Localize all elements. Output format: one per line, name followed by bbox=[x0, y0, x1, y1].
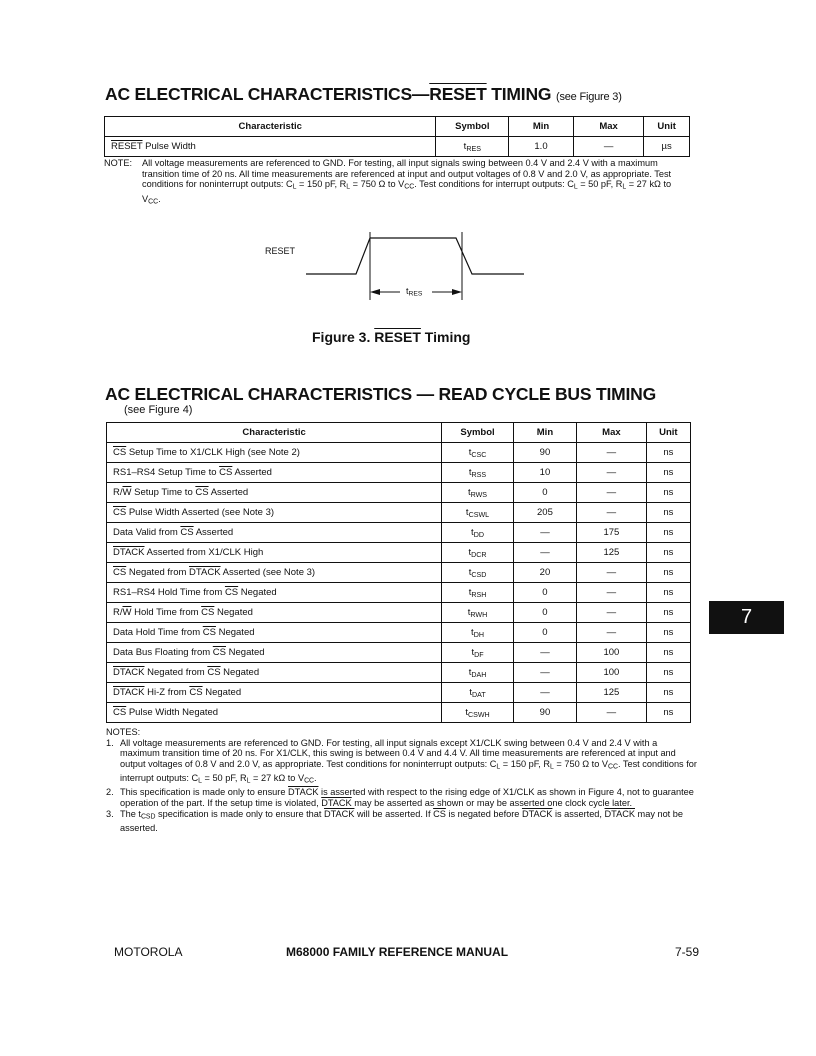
symbol-t: t bbox=[467, 606, 471, 618]
text-segment: is asserted, bbox=[552, 808, 605, 819]
symbol-t: t bbox=[468, 446, 472, 458]
notes-list bbox=[106, 738, 698, 834]
cell-min: — bbox=[513, 523, 576, 543]
cell-symbol bbox=[442, 523, 514, 543]
symbol-t: t bbox=[471, 646, 475, 658]
text-segment: Negated bbox=[220, 667, 260, 678]
text-segment: $\overline{CS}$ bbox=[180, 527, 194, 538]
reset-heading-prefix: AC ELECTRICAL CHARACTERISTICS— bbox=[105, 84, 430, 104]
cell-symbol bbox=[442, 683, 514, 703]
text-segment: $\overline{CS}$ bbox=[212, 647, 226, 658]
figure3-caption bbox=[312, 329, 470, 345]
text-segment: DTACK bbox=[288, 787, 319, 798]
cell-symbol bbox=[442, 483, 514, 503]
cell-min: — bbox=[513, 663, 576, 683]
text-segment: Asserted bbox=[193, 527, 234, 538]
symbol-t: t bbox=[465, 706, 468, 718]
cell-max: — bbox=[577, 603, 647, 623]
col-header-unit: Unit bbox=[646, 423, 690, 443]
cell-symbol bbox=[442, 583, 514, 603]
cell-unit: µs bbox=[644, 137, 690, 157]
note-seg: . Test conditions for interrupt outputs: C bbox=[414, 179, 574, 190]
text-segment: Data Bus Floating from bbox=[113, 647, 213, 658]
text-segment: Pulse Width Asserted (see Note 3) bbox=[126, 507, 275, 518]
text-segment: $\overline{CS}$ bbox=[189, 687, 203, 698]
table-row bbox=[107, 583, 691, 603]
note-seg: . bbox=[158, 193, 161, 204]
text-segment: $\overline{W}$ bbox=[122, 487, 132, 498]
cell-characteristic bbox=[105, 137, 436, 157]
cell-unit: ns bbox=[646, 503, 690, 523]
reset-note bbox=[104, 158, 692, 208]
cell-characteristic bbox=[107, 683, 442, 703]
table-header-row bbox=[105, 117, 690, 137]
text-segment: Hold Time from bbox=[131, 607, 202, 618]
cell-unit: ns bbox=[646, 563, 690, 583]
cell-max: 125 bbox=[577, 683, 647, 703]
notes-label: NOTES: bbox=[106, 727, 141, 737]
cell-symbol bbox=[442, 443, 514, 463]
text-segment: $\overline{CS}$ bbox=[201, 607, 215, 618]
read-cycle-see: (see Figure 4) bbox=[124, 404, 193, 416]
note-seg: = 50 pF, R bbox=[577, 179, 623, 190]
text-segment: $\overline{CS}$ bbox=[207, 667, 221, 678]
text-segment: DTACK bbox=[604, 808, 635, 819]
symbol-sub: RWH bbox=[470, 610, 488, 619]
note-seg: = 27 kΩ to V bbox=[142, 179, 672, 204]
note-number: 2. bbox=[106, 787, 114, 798]
symbol-t: t bbox=[468, 466, 472, 478]
text-segment: L bbox=[198, 777, 202, 785]
text-segment: $\overline{CS}$ bbox=[433, 808, 446, 819]
text-segment: The t bbox=[120, 808, 141, 819]
text-segment: $\overline{CS}$ bbox=[113, 507, 127, 518]
cell-characteristic bbox=[107, 583, 442, 603]
footer-left: MOTOROLA bbox=[114, 945, 183, 959]
text-segment: Pulse Width Negated bbox=[126, 707, 219, 718]
text-segment: may not be asserted. bbox=[120, 808, 684, 833]
cell-unit: ns bbox=[646, 443, 690, 463]
cell-max: 100 bbox=[577, 643, 647, 663]
footer-center: M68000 FAMILY REFERENCE MANUAL bbox=[286, 945, 509, 959]
cell-max: 125 bbox=[577, 543, 647, 563]
reset-heading-reset: RESET bbox=[429, 84, 487, 104]
cell-characteristic bbox=[107, 483, 442, 503]
text-segment: DTACK bbox=[113, 667, 145, 678]
table-row bbox=[107, 563, 691, 583]
cell-min: 205 bbox=[513, 503, 576, 523]
footer-right: 7-59 bbox=[675, 945, 700, 959]
reset-overlined: RESET bbox=[111, 141, 143, 152]
text-segment: RS1–RS4 Hold Time from bbox=[113, 587, 225, 598]
note-item bbox=[106, 787, 698, 808]
read-notes bbox=[106, 727, 698, 834]
symbol-sub: DAT bbox=[471, 690, 486, 699]
col-header-min: Min bbox=[513, 423, 576, 443]
text-segment: $\overline{CS}$ bbox=[202, 627, 216, 638]
cell-max: — bbox=[577, 503, 647, 523]
table-row bbox=[107, 703, 691, 723]
cell-max: — bbox=[577, 483, 647, 503]
text-segment: $\overline{CS}$ bbox=[113, 567, 127, 578]
cell-max: — bbox=[573, 137, 643, 157]
tres-sub: RES bbox=[408, 290, 423, 298]
cell-min: — bbox=[513, 683, 576, 703]
symbol-t: t bbox=[463, 140, 467, 152]
text-segment: Negated bbox=[226, 647, 265, 658]
table-row bbox=[107, 463, 691, 483]
text-segment: . Test conditions for interrupt outputs: C bbox=[120, 758, 697, 784]
cell-unit: ns bbox=[646, 543, 690, 563]
reset-char-rest: Pulse Width bbox=[142, 141, 196, 152]
symbol-sub: CSD bbox=[471, 570, 487, 579]
symbol-sub: CSC bbox=[471, 450, 487, 459]
cell-min: 90 bbox=[513, 703, 576, 723]
cell-symbol bbox=[436, 137, 509, 157]
text-segment: DTACK bbox=[321, 798, 352, 808]
note-seg: All voltage measurements are referenced to GND. For testing, all input signals swing between 0.4 V and 2.4 V with a maximum transition time of 20 ns. All time measurements are referenced at input and output voltages of 0.8 V and 2.0 V, as appropriate. Test conditions for noninterrupt outputs: C bbox=[142, 158, 672, 190]
note-seg: L bbox=[573, 183, 578, 191]
text-segment: DTACK bbox=[189, 567, 221, 578]
table-row bbox=[107, 503, 691, 523]
symbol-t: t bbox=[468, 546, 472, 558]
cell-min: 1.0 bbox=[509, 137, 574, 157]
text-segment: CC bbox=[608, 763, 618, 771]
text-segment: $\overline{CS}$ bbox=[113, 447, 127, 458]
col-header-characteristic: Characteristic bbox=[107, 423, 442, 443]
text-segment: specification is made only to ensure that bbox=[155, 808, 324, 819]
text-segment: = 150 pF, R bbox=[500, 758, 551, 769]
cell-unit: ns bbox=[646, 583, 690, 603]
tres-label bbox=[406, 286, 422, 298]
table-row bbox=[107, 603, 691, 623]
cell-symbol bbox=[442, 503, 514, 523]
text-segment: Negated bbox=[238, 587, 277, 598]
text-segment: This specification is made only to ensure bbox=[120, 787, 289, 798]
table-row bbox=[105, 137, 690, 157]
cell-characteristic bbox=[107, 643, 442, 663]
cell-min: 20 bbox=[513, 563, 576, 583]
reset-heading-suffix: TIMING bbox=[486, 84, 552, 104]
cell-min: 0 bbox=[513, 623, 576, 643]
tres-t: t bbox=[406, 286, 409, 296]
symbol-sub: DAH bbox=[471, 670, 487, 679]
chapter-tab: 7 bbox=[709, 601, 784, 634]
text-segment: RS1–RS4 Setup Time to bbox=[113, 467, 220, 478]
note-seg: CC bbox=[148, 198, 159, 206]
cell-symbol bbox=[442, 703, 514, 723]
cell-symbol bbox=[442, 623, 514, 643]
text-segment: Negated bbox=[215, 627, 255, 638]
cell-characteristic bbox=[107, 703, 442, 723]
note-item bbox=[106, 809, 698, 834]
symbol-sub: DH bbox=[473, 630, 484, 639]
col-header-min: Min bbox=[509, 117, 574, 137]
cell-min: 10 bbox=[513, 463, 576, 483]
text-segment: Negated bbox=[202, 687, 242, 698]
note-seg: L bbox=[622, 183, 627, 191]
cell-symbol bbox=[442, 463, 514, 483]
table-row bbox=[107, 483, 691, 503]
note-seg: = 150 pF, R bbox=[296, 179, 347, 190]
cell-characteristic bbox=[107, 443, 442, 463]
text-segment: $\overline{CS}$ bbox=[219, 467, 233, 478]
cell-min: 90 bbox=[513, 443, 576, 463]
symbol-t: t bbox=[469, 686, 472, 698]
table-row bbox=[107, 523, 691, 543]
table-row bbox=[107, 623, 691, 643]
cell-unit: ns bbox=[646, 603, 690, 623]
symbol-sub: CSWH bbox=[467, 710, 490, 719]
cell-symbol bbox=[442, 563, 514, 583]
text-segment: L bbox=[496, 763, 501, 771]
table-row bbox=[107, 683, 691, 703]
cell-unit: ns bbox=[646, 523, 690, 543]
col-header-symbol: Symbol bbox=[436, 117, 509, 137]
text-segment: $\overline{CS}$ bbox=[224, 587, 239, 598]
cell-max: — bbox=[577, 463, 647, 483]
text-segment: DTACK bbox=[113, 547, 145, 558]
text-segment: Asserted bbox=[232, 467, 272, 478]
text-segment: Asserted bbox=[208, 487, 249, 498]
reset-signal-label: RESET bbox=[265, 246, 296, 256]
cell-unit: ns bbox=[646, 683, 690, 703]
cell-unit: ns bbox=[646, 623, 690, 643]
col-header-max: Max bbox=[573, 117, 643, 137]
text-segment: Setup Time to X1/CLK High (see Note 2) bbox=[126, 447, 300, 458]
table-row bbox=[107, 543, 691, 563]
cell-characteristic bbox=[107, 563, 442, 583]
reset-note-label: NOTE: bbox=[104, 158, 133, 168]
caption-reset: RESET bbox=[374, 329, 421, 345]
note-item bbox=[106, 738, 698, 788]
table-row bbox=[107, 643, 691, 663]
cell-max: 175 bbox=[577, 523, 647, 543]
symbol-t: t bbox=[471, 626, 474, 638]
cell-min: — bbox=[513, 643, 576, 663]
symbol-t: t bbox=[468, 566, 472, 578]
text-segment: may be asserted as shown or may be asserted one clock cycle later. bbox=[351, 798, 633, 808]
cell-unit: ns bbox=[646, 463, 690, 483]
reset-heading-see: (see Figure 3) bbox=[556, 91, 622, 103]
text-segment: Data Valid from bbox=[113, 527, 181, 538]
caption-suffix: Timing bbox=[420, 329, 471, 345]
tres-arrowhead-right bbox=[452, 289, 462, 295]
cell-characteristic bbox=[107, 523, 442, 543]
cell-characteristic bbox=[107, 603, 442, 623]
reset-waveform bbox=[306, 238, 524, 274]
text-segment: = 50 pF, R bbox=[201, 773, 247, 784]
text-segment: DTACK bbox=[521, 808, 553, 819]
cell-min: — bbox=[513, 543, 576, 563]
cell-max: — bbox=[577, 563, 647, 583]
symbol-sub: DD bbox=[473, 530, 484, 539]
text-segment: R/ bbox=[113, 607, 123, 618]
cell-characteristic bbox=[107, 663, 442, 683]
note-seg: CC bbox=[404, 183, 415, 191]
cell-max: — bbox=[577, 703, 647, 723]
table-row bbox=[107, 663, 691, 683]
note-seg: L bbox=[292, 183, 297, 191]
text-segment: Negated bbox=[214, 607, 253, 618]
note-seg: L bbox=[346, 183, 351, 191]
text-segment: = 750 Ω to V bbox=[553, 758, 608, 769]
text-segment: = 27 kΩ to V bbox=[250, 773, 305, 784]
symbol-sub: RSS bbox=[471, 470, 487, 479]
cell-symbol bbox=[442, 543, 514, 563]
symbol-sub: DF bbox=[474, 650, 484, 659]
col-header-max: Max bbox=[577, 423, 647, 443]
cell-min: 0 bbox=[513, 603, 576, 623]
note-number: 3. bbox=[106, 808, 114, 819]
symbol-sub: CSWL bbox=[468, 510, 490, 519]
text-segment: Negated from bbox=[126, 567, 190, 578]
text-segment: is asserted with respect to the rising edge of X1/CLK as shown in Figure 4, not to guarantee operation of the part. If the setup time is violated, bbox=[120, 787, 694, 808]
cell-symbol bbox=[442, 663, 514, 683]
text-segment: CSD bbox=[140, 813, 156, 821]
text-segment: $\overline{CS}$ bbox=[195, 487, 209, 498]
cell-max: — bbox=[577, 623, 647, 643]
symbol-sub: DCR bbox=[471, 550, 487, 559]
col-header-symbol: Symbol bbox=[442, 423, 514, 443]
reset-note-text bbox=[104, 158, 692, 208]
text-segment: DTACK bbox=[113, 687, 145, 698]
cell-symbol bbox=[442, 603, 514, 623]
text-segment: will be asserted. If bbox=[354, 808, 434, 819]
text-segment: Negated from bbox=[144, 667, 208, 678]
cell-characteristic bbox=[107, 623, 442, 643]
cell-unit: ns bbox=[646, 483, 690, 503]
text-segment: R/ bbox=[113, 487, 123, 498]
cell-unit: ns bbox=[646, 643, 690, 663]
col-header-unit: Unit bbox=[644, 117, 690, 137]
symbol-t: t bbox=[465, 506, 469, 518]
text-segment: All voltage measurements are referenced to GND. For testing, all input signals except X1/CLK swing between 0.4 V and 2.4 V with a maximum transition time of 20 ns. For X1/CLK, this swing is between 0.4 V and 4.4 V. All time measurements are referenced at input and output voltages of 0.8 V and 2.0 V, as appropriate. Test conditions for noninterrupt outputs: C bbox=[120, 737, 676, 769]
text-segment: Asserted (see Note 3) bbox=[220, 567, 316, 578]
text-segment: is negated before bbox=[445, 808, 522, 819]
read-cycle-heading: AC ELECTRICAL CHARACTERISTICS — READ CYCLE BUS TIMING bbox=[105, 384, 657, 404]
cell-min: 0 bbox=[513, 583, 576, 603]
symbol-sub: RES bbox=[466, 144, 481, 153]
symbol-t: t bbox=[468, 586, 472, 598]
symbol-t: t bbox=[468, 666, 472, 678]
text-segment: Hi-Z from bbox=[144, 687, 190, 698]
cell-characteristic bbox=[107, 543, 442, 563]
cell-max: — bbox=[577, 443, 647, 463]
symbol-t: t bbox=[467, 486, 471, 498]
text-segment: L bbox=[246, 777, 251, 785]
text-segment: Asserted from X1/CLK High bbox=[144, 547, 264, 558]
cell-unit: ns bbox=[646, 663, 690, 683]
reset-timing-heading bbox=[105, 84, 622, 105]
cell-max: — bbox=[577, 583, 647, 603]
read-cycle-table bbox=[106, 422, 691, 723]
text-segment: DTACK bbox=[323, 808, 355, 819]
table-row bbox=[107, 443, 691, 463]
text-segment: Data Hold Time from bbox=[113, 627, 203, 638]
note-seg: = 750 Ω to V bbox=[350, 179, 405, 190]
caption-prefix: Figure 3. bbox=[312, 329, 375, 345]
text-segment: . bbox=[314, 773, 317, 784]
cell-characteristic bbox=[107, 463, 442, 483]
text-segment: $\overline{CS}$ bbox=[113, 707, 127, 718]
cell-unit: ns bbox=[646, 703, 690, 723]
symbol-sub: RSH bbox=[471, 590, 487, 599]
text-segment: Setup Time to bbox=[131, 487, 196, 498]
text-segment: L bbox=[550, 763, 554, 771]
cell-max: 100 bbox=[577, 663, 647, 683]
symbol-sub: RWS bbox=[470, 490, 488, 499]
reset-timing-table bbox=[104, 116, 690, 157]
note-number: 1. bbox=[106, 737, 114, 748]
tres-arrowhead-left bbox=[370, 289, 380, 295]
table-header-row bbox=[107, 423, 691, 443]
text-segment: $\overline{W}$ bbox=[122, 607, 132, 618]
text-segment: CC bbox=[304, 777, 315, 785]
cell-characteristic bbox=[107, 503, 442, 523]
col-header-characteristic: Characteristic bbox=[105, 117, 436, 137]
cell-symbol bbox=[442, 643, 514, 663]
cell-min: 0 bbox=[513, 483, 576, 503]
symbol-t: t bbox=[471, 526, 474, 538]
